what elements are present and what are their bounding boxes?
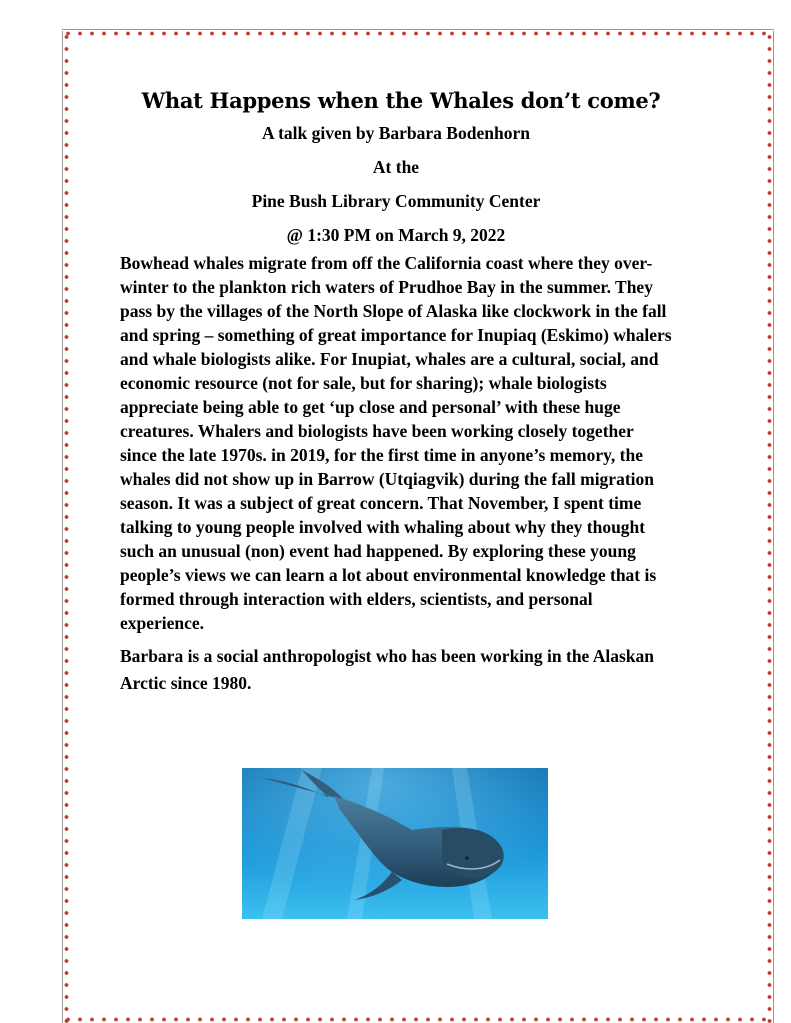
bio-paragraph: Barbara is a social anthropologist who has been working in the Alaskan Arctic since 1980. xyxy=(120,646,655,693)
flyer-title: What Happens when the Whales don’t come? xyxy=(141,88,661,113)
whale-image xyxy=(242,768,548,919)
datetime-line: @ 1:30 PM on March 9, 2022 xyxy=(286,225,506,245)
flyer-content xyxy=(120,88,672,697)
description-paragraph: Bowhead whales migrate from off the California coast where they over-winter to the plankton rich waters of Prudhoe Bay in the summer. They pass by the villages of the North Slope of Alaska like clockwork in the fall and spring – something of great importance for Inupiaq (Eskimo) whalers and whale biologists alike. For Inupiat, whales are a cultural, social, and economic resource (not for sale, but for sharing); whale biologists appreciate being able to get ‘up close and personal’ with these huge creatures. Whalers and biologists have been working closely together since the late 1970s. in 2019, for the first time in anyone’s memory, the whales did not show up in Barrow (Utqiagvik) during the fall migration season. It was a subject of great concern. That November, I spent time talking to young people involved with whaling about why they thought such an unusual (non) event had happened. By exploring these young people’s views we can learn a lot about environmental knowledge that is formed through interaction with elders, scientists, and personal experience. xyxy=(120,253,672,633)
decorative-border-left xyxy=(62,31,70,1023)
decorative-border-top xyxy=(62,29,774,37)
speaker-line: A talk given by Barbara Bodenhorn xyxy=(262,123,530,143)
whale-illustration xyxy=(242,768,548,919)
decorative-border-bottom xyxy=(62,1016,774,1023)
decorative-border-right xyxy=(766,31,774,1023)
venue-line: Pine Bush Library Community Center xyxy=(251,191,541,211)
at-line: At the xyxy=(372,157,420,177)
